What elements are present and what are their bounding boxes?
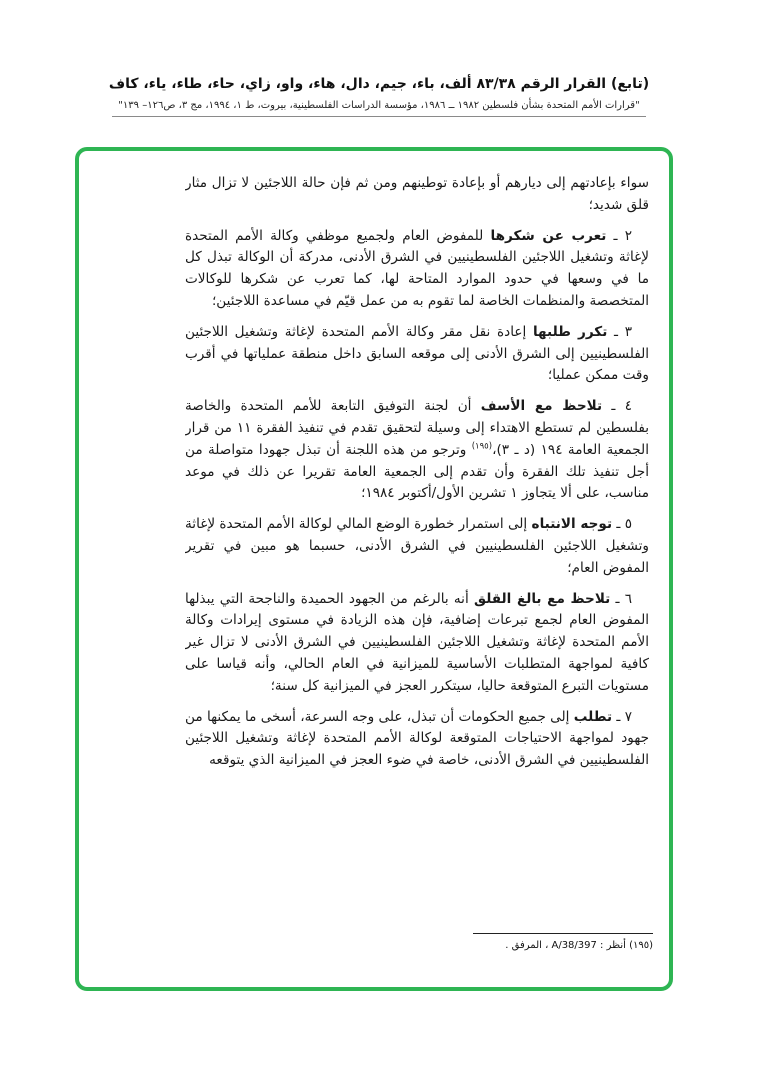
paragraph-2 — [185, 226, 649, 313]
paragraph-text: وترجو من هذه اللجنة أن تبذل جهودا متواصلة من أجل تنفيذ تلك الفقرة وأن تقدم إلى الجمعية العامة تقريرا عن ذلك في موعد مناسب، على ألا يتجاوز ١ تشرين الأول/أكتوبر ١٩٨٤؛ — [185, 441, 649, 502]
paragraph-number: ٢ ـ — [606, 227, 633, 244]
source-citation: "قرارات الأمم المتحدة بشأن فلسطين ١٩٨٢ ــ ١٩٨٦، مؤسسة الدراسات الفلسطينية، بيروت، ط ١، ١٩٩٤، مج ٣، ص١٢٦– ١٣٩" — [118, 100, 640, 111]
paragraph-text: أنه بالرغم من الجهود الحميدة والناجحة التي يبذلها المفوض العام لجمع تبرعات إضافية، فإن هذه الزيادة في مستوى إيرادات وكالة الأمم المتحدة لإغاثة وتشغيل اللاجئين الفلسطينيين في الشرق الأدنى لا تزال غير كافية لمواجهة المتطلبات الأساسية للميزانية في العام الحالي، وأنه قياسا على مستويات التبرع المتوقعة حاليا، سيتكرر العجز في الميزانية كل سنة؛ — [185, 590, 649, 694]
paragraph-text: إعادة نقل مقر وكالة الأمم المتحدة لإغاثة وتشغيل اللاجئين الفلسطينيين إلى الشرق الأدنى إلى موقعه السابق داخل منطقة عملياتها في أقرب وقت ممكن عمليا؛ — [185, 323, 649, 384]
paragraph-4 — [185, 396, 649, 505]
header-divider — [112, 116, 646, 117]
paragraph-3 — [185, 322, 649, 387]
paragraph-number: ٤ ـ — [602, 398, 632, 415]
paragraph-text: للمفوض العام ولجميع موظفي وكالة الأمم المتحدة لإغاثة وتشغيل اللاجئين الفلسطينيين في الشرق الأدنى، مدركة أن الوكالة تبذل كل ما في وسعها في حدود الموارد المتاحة لها، كما تعرب عن شكرها للوكالات المتخصصة والمنظمات الخاصة لما تقوم به من عمل قيّم في مساعدة اللاجئين؛ — [185, 227, 649, 309]
paragraph-lead: تكرر طلبها — [532, 323, 608, 340]
content-frame — [75, 147, 673, 991]
paragraph-continuation — [185, 173, 649, 217]
paragraph-lead: تلاحظ مع الأسف — [480, 398, 603, 415]
resolution-body — [185, 173, 649, 917]
paragraph-text: إلى استمرار خطورة الوضع المالي لوكالة الأمم المتحدة لإغاثة وتشغيل اللاجئين الفلسطينيين في الشرق الأدنى، حسبما هو مبين في تقرير المفوض العام؛ — [185, 516, 649, 576]
paragraph-text: إلى جميع الحكومات أن تبذل، على وجه السرعة، أسخى ما يمكنها من جهود لمواجهة الاحتياجات المتوقعة لوكالة الأمم المتحدة لإغاثة وتشغيل اللاجئين الفلسطينيين في الشرق الأدنى، خاصة في ضوء العجز في الميزانية الذي يتوقعه — [185, 708, 649, 769]
paragraph-7 — [185, 707, 649, 772]
paragraph-6 — [185, 589, 649, 698]
paragraph-text: أن لجنة التوفيق التابعة للأمم المتحدة والخاصة بفلسطين لم تستطع الاهتداء إلى وسيلة لتحقيق تقدم في تنفيذ الفقرة ١١ من قرار الجمعية العامة ١٩٤ (د ـ ٣)، — [185, 398, 649, 458]
resolution-title: (تابع) القرار الرقم ٨٣/٣٨ ألف، باء، جيم، دال، هاء، واو، زاي، حاء، طاء، ياء، كاف — [108, 76, 650, 92]
paragraph-lead: توجه الانتباه — [531, 516, 613, 533]
paragraph-lead: تعرب عن شكرها — [490, 227, 607, 244]
footnote-ref-marker: (١٩٥) — [471, 441, 493, 452]
footnote-text: (١٩٥) أنظر : A/38/397 ، المرفق . — [505, 940, 653, 951]
paragraph-5 — [185, 514, 649, 579]
paragraph-text: سواء بإعادتهم إلى ديارهم أو بإعادة توطينهم ومن ثم فإن حالة اللاجئين لا تزال مثار قلق شديد؛ — [185, 175, 649, 213]
paragraph-number: ٧ ـ — [612, 708, 633, 725]
paragraph-number: ٣ ـ — [607, 323, 633, 340]
paragraph-lead: تلاحظ مع بالغ القلق — [473, 590, 611, 607]
paragraph-number: ٦ ـ — [610, 590, 632, 607]
paragraph-lead: تطلب — [573, 708, 613, 725]
document-header — [0, 76, 758, 117]
footnote — [473, 933, 653, 953]
paragraph-number: ٥ ـ — [612, 516, 632, 533]
